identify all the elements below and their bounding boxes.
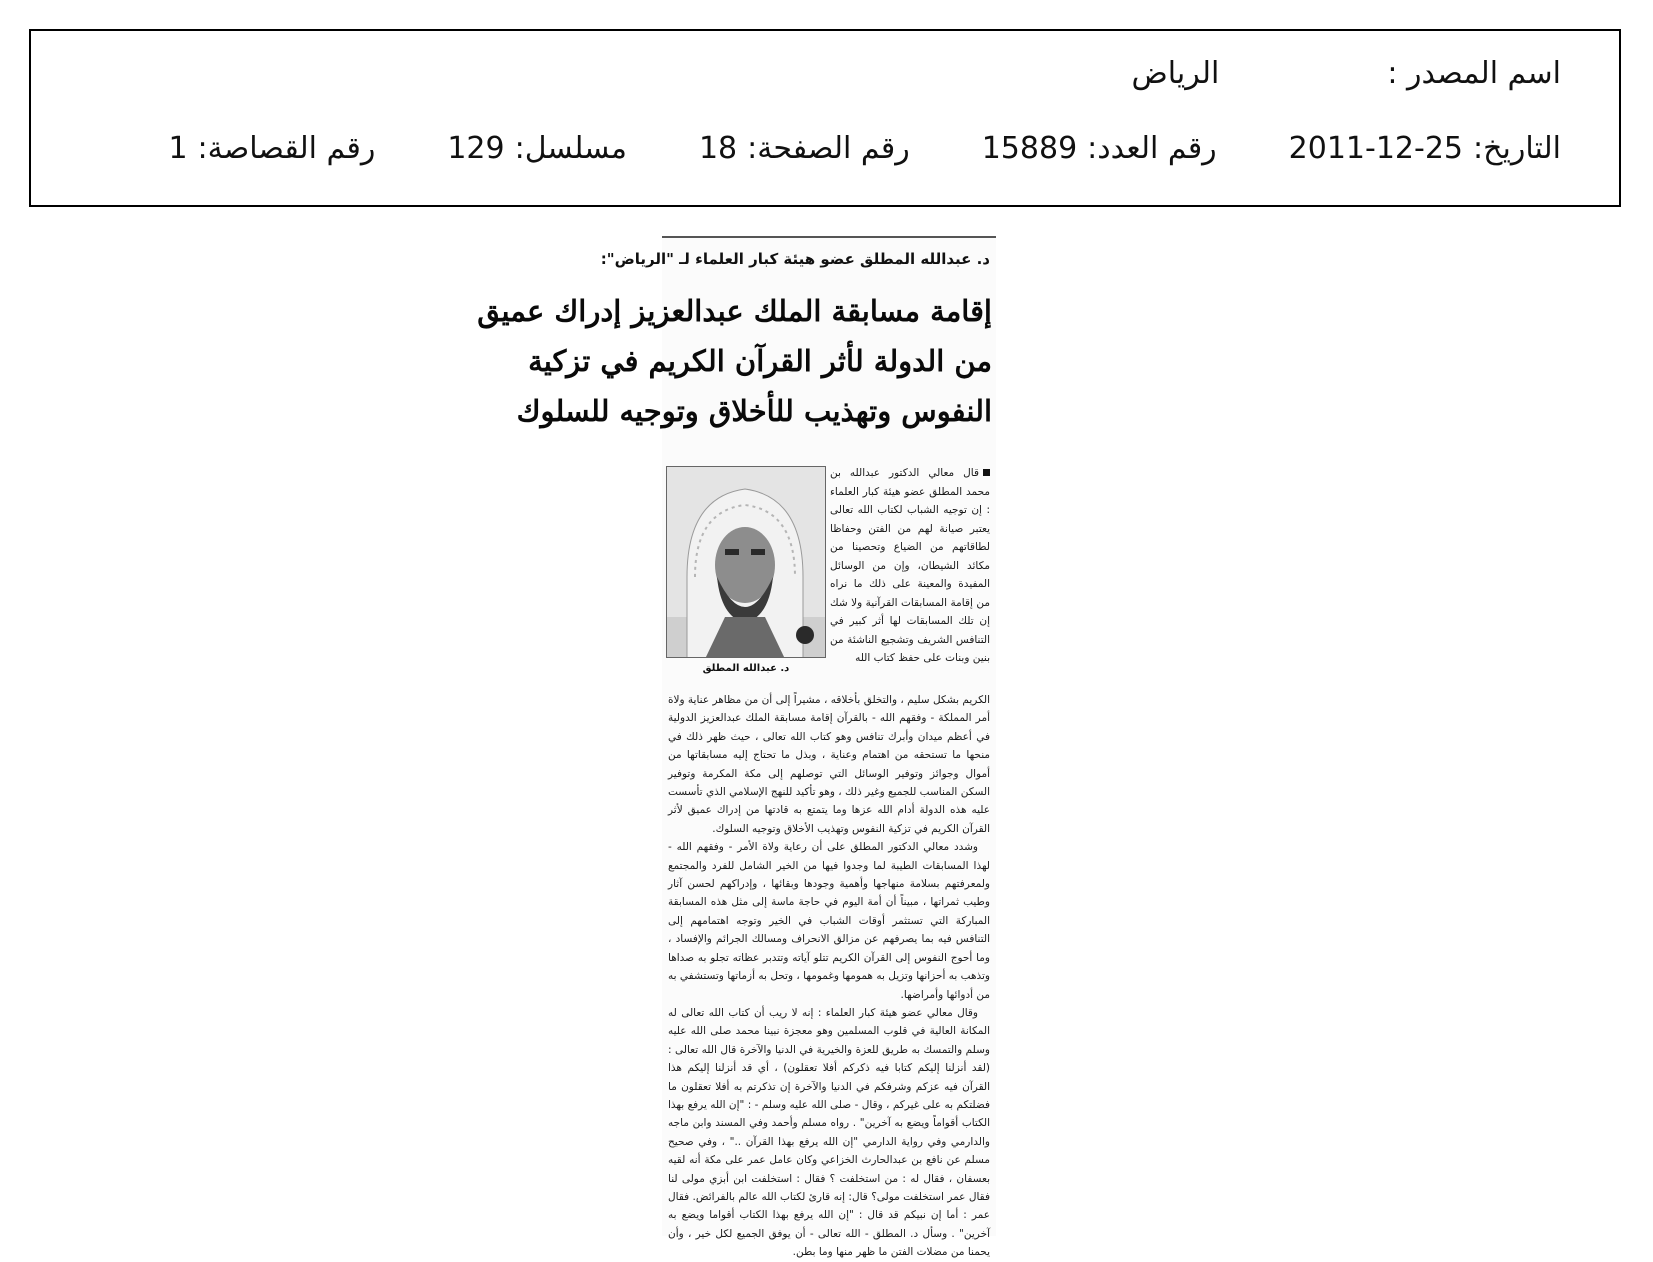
article-lead <box>830 464 990 668</box>
serial-value: 129 <box>447 130 505 166</box>
issue-field <box>982 131 1217 166</box>
photo-caption: د. عبدالله المطلق <box>702 663 790 674</box>
body-paragraph: الكريم بشكل سليم ، والتخلق بأخلاقه ، مشيراً إلى أن من مظاهر عناية ولاة أمر المملكة - وفقهم الله - بالقرآن إقامة مسابقة الملك عبدالعزيز الدولية في أعظم ميدان وأبرك تنافس وهو كتاب الله تعالى ، حيث ظهر ذلك في منحها ما تستحقه من اهتمام وعناية ، وبذل ما تحتاج إليه مسابقاتها من أموال وجوائز وتوفير الوسائل التي توصلهم إلى مكة المكرمة وتوفير السكن المناسب للجميع وغير ذلك ، وهو تأكيد للنهج الإسلامي الذي تأسست عليه هذه الدولة أدام الله عزها وما يتمتع به قادتها من إدراك عميق لأثر القرآن الكريم في تزكية النفوس وتهذيب الأخلاق وتوجيه السلوك. <box>668 694 990 835</box>
page-value: 18 <box>698 130 738 166</box>
page-label: رقم الصفحة: <box>747 130 910 166</box>
newspaper-clipping <box>477 236 996 1259</box>
bullet-square-icon <box>983 469 990 476</box>
headline-line: النفوس وتهذيب للأخلاق وتوجيه للسلوك <box>516 394 992 428</box>
author-photo <box>666 466 826 658</box>
clipping-top-rule <box>662 236 996 238</box>
issue-label: رقم العدد: <box>1087 130 1217 166</box>
article-kicker: د. عبدالله المطلق عضو هيئة كبار العلماء لـ "الرياض": <box>600 250 990 268</box>
serial-label: مسلسل: <box>514 130 627 166</box>
source-value: الرياض <box>1131 55 1220 91</box>
serial-field <box>447 131 627 166</box>
date-value: 2011-12-25 <box>1288 130 1464 166</box>
source-label: اسم المصدر : <box>1387 55 1561 91</box>
headline-line: إقامة مسابقة الملك عبدالعزيز إدراك عميق <box>477 294 992 328</box>
body-paragraph: وشدد معالي الدكتور المطلق على أن رعاية ولاة الأمر - وفقهم الله - لهذا المسابقات الطيبة لما وجدوا فيها من الخير الشامل للفرد والمجتمع ولمعرفتهم بسلامة منهاجها وأهمية وجودها وبقائها ، وإدراكهم لحسن آثار وطيب ثمراتها ، مبيناً أن أمة اليوم في حاجة ماسة إلى مثل هذه المسابقة المباركة التي تستثمر أوقات الشباب في الخير وتوجه اهتمامهم إلى التنافس فيه بما يصرفهم عن مزالق الانحراف ومسالك الجرائم والإفساد ، وما أحوج النفوس إلى القرآن الكريم تتلو آياته وتتدبر عظاته تجلو به صداها وتذهب به أحزانها وتزيل به همومها وغمومها ، وتحل به أزماتها وتستشفي به من أدوائها وأمراضها. <box>668 841 990 1001</box>
source-row <box>71 53 1561 93</box>
clipping-header-box <box>29 29 1621 207</box>
headline-line: من الدولة لأثر القرآن الكريم في تزكية <box>528 344 992 378</box>
date-field <box>1289 131 1561 166</box>
clip-field <box>168 131 375 166</box>
date-label: التاريخ: <box>1473 130 1561 166</box>
issue-value: 15889 <box>981 130 1078 166</box>
clip-label: رقم القصاصة: <box>197 130 376 166</box>
article-body <box>668 691 990 1262</box>
meta-row <box>71 128 1561 168</box>
clip-value: 1 <box>168 130 188 166</box>
article-headline <box>477 286 992 436</box>
body-paragraph: وقال معالي عضو هيئة كبار العلماء : إنه لا ريب أن كتاب الله تعالى له المكانة العالية في قلوب المسلمين وهو معجزة نبينا محمد صلى الله عليه وسلم والتمسك به طريق للعزة والخيرية في الدنيا والآخرة قال الله تعالى : (لقد أنزلنا إليكم كتابا فيه ذكركم أفلا تعقلون) ، أي قد أنزلنا إليكم هذا القرآن فيه عزكم وشرفكم في الدنيا والآخرة إن تذكرتم به أفلا تعقلون ما فضلتكم به على غيركم ، وقال - صلى الله عليه وسلم - : "إن الله يرفع بهذا الكتاب أقواماً ويضع به آخرين" . رواه مسلم وأحمد وفي المسند وابن ماجه والدارمي وفي رواية الدارمي "إن الله يرفع بهذا القرآن .." ، وفي صحيح مسلم عن نافع بن عبدالحارث الخزاعي وكان عامل عمر على مكة أنه لقيه بعسفان ، فقال له : من استخلفت ؟ فقال : استخلفت ابن أبزي مولى لنا فقال عمر استخلفت مولى؟ قال: إنه قارئ لكتاب الله عالم بالفرائض. فقال عمر : أما إن نبيكم قد قال : "إن الله يرفع بهذا الكتاب أقواما ويضع به آخرين" . وسأل د. المطلق - الله تعالى - أن يوفق الجميع لكل خير ، وأن يحمنا من مضلات الفتن ما ظهر منها وما بطن. <box>668 1006 990 1259</box>
page-field <box>699 131 910 166</box>
portrait-illustration <box>666 467 825 658</box>
lead-text: قال معالي الدكتور عبدالله بن محمد المطلق عضو هيئة كبار العلماء : إن توجيه الشباب لكتاب الله تعالى يعتبر صيانة لهم من الفتن وحفاظا لطاقاتهم من الضياع وتحصينا من مكائد الشيطان، وإن من الوسائل المفيدة والمعينة على ذلك ما نراه من إقامة المسابقات القرآنية ولا شك إن تلك المسابقات لها أثر كبير في التنافس الشريف وتشجيع الناشئة من بنين وبنات على حفظ كتاب الله <box>830 467 990 664</box>
